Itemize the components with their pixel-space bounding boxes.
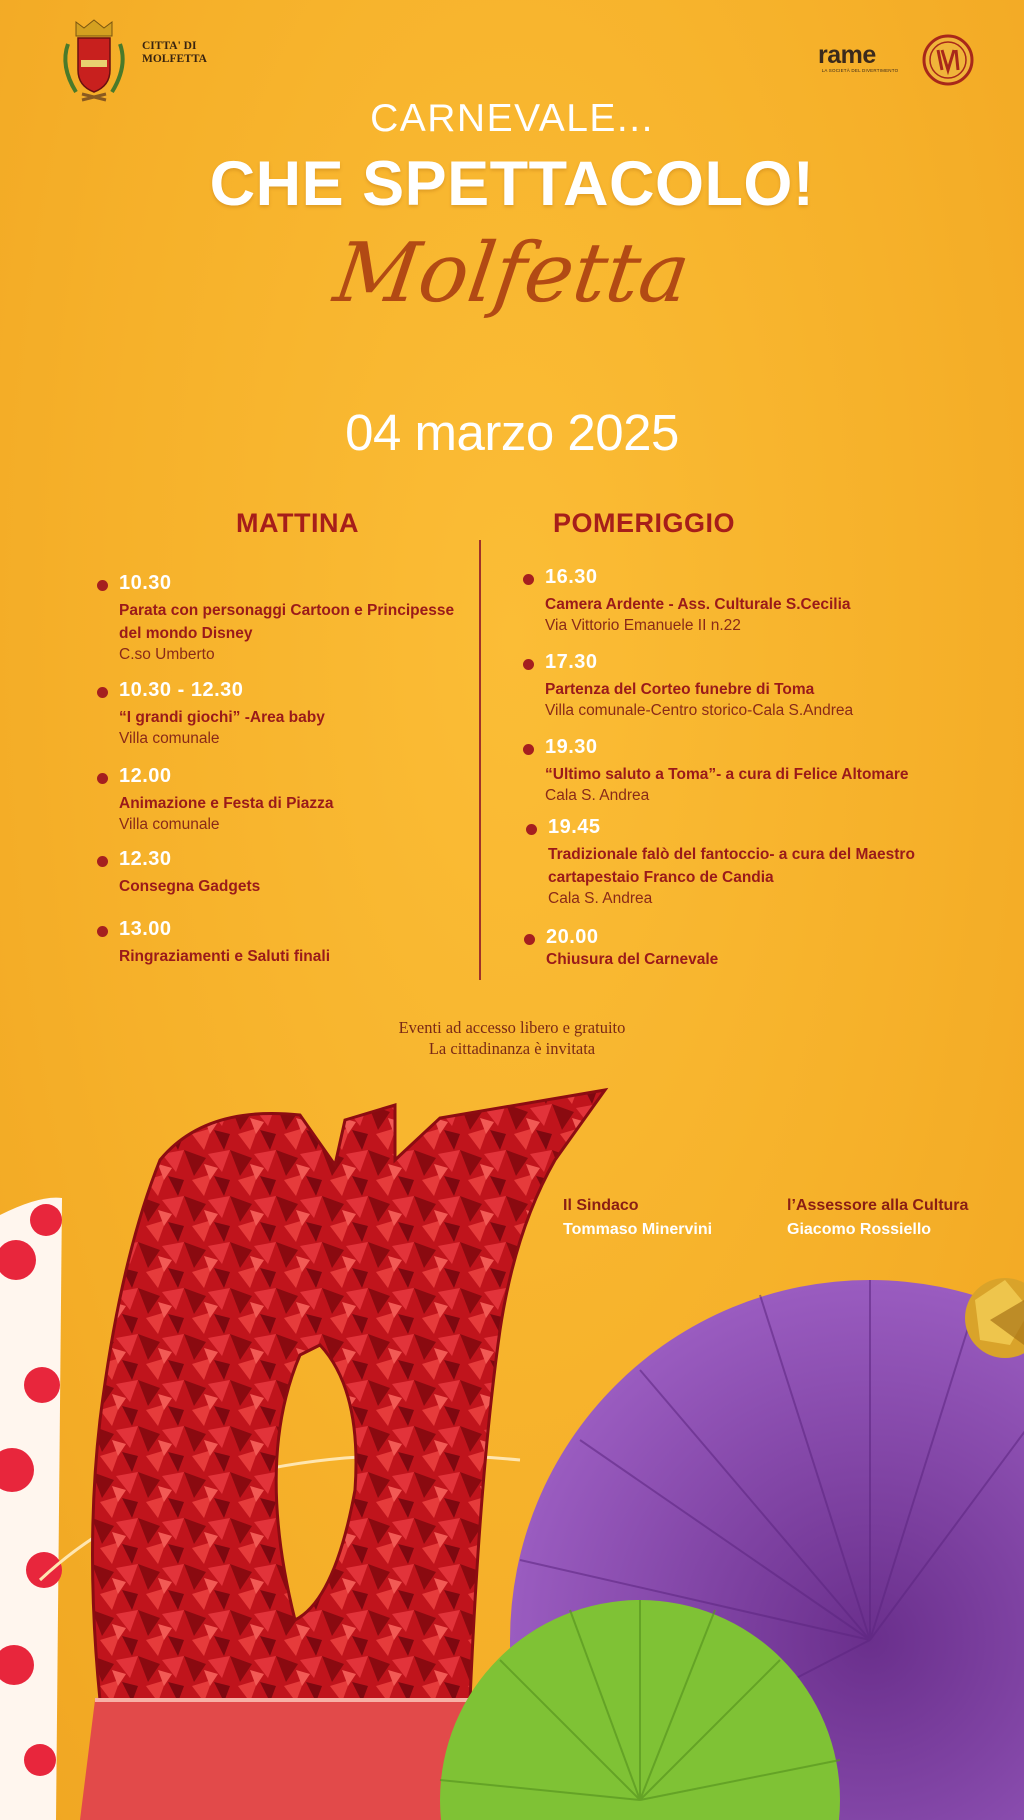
event-item xyxy=(119,765,459,835)
event-time: 16.30 xyxy=(545,566,598,588)
event-title: Animazione e Festa di Piazza xyxy=(119,795,334,812)
event-location: Villa comunale-Centro storico-Cala S.Andrea xyxy=(545,702,854,719)
event-title: Camera Ardente - Ass. Culturale S.Cecilia xyxy=(545,596,851,613)
event-title: Ringraziamenti e Saluti finali xyxy=(119,948,331,965)
title-molfetta-script: Molfetta xyxy=(328,226,696,321)
event-time: 19.30 xyxy=(545,736,598,758)
bullet-dot xyxy=(526,824,537,835)
event-location: Cala S. Andrea xyxy=(545,787,650,804)
event-location: Cala S. Andrea xyxy=(548,890,653,907)
partner-seal-icon xyxy=(922,34,974,86)
bullet-dot xyxy=(97,773,108,784)
heading-pomeriggio: POMERIGGIO xyxy=(553,508,736,538)
bullet-dot xyxy=(523,574,534,585)
bullet-dot xyxy=(97,856,108,867)
event-item xyxy=(545,736,1005,806)
signature-name: Giacomo Rossiello xyxy=(787,1221,932,1238)
event-time: 12.30 xyxy=(119,848,172,870)
signature-councillor xyxy=(787,1197,968,1239)
event-location: Villa comunale xyxy=(119,816,220,833)
event-item xyxy=(119,679,459,749)
event-title: Partenza del Corteo funebre di Toma xyxy=(545,681,815,698)
column-divider xyxy=(479,540,481,980)
event-title: Chiusura del Carnevale xyxy=(546,951,719,968)
event-date: 04 marzo 2025 xyxy=(345,404,679,461)
event-time: 10.30 - 12.30 xyxy=(119,679,244,701)
event-time: 10.30 xyxy=(119,572,172,594)
city-name-line2: MOLFETTA xyxy=(142,53,207,65)
event-location: Villa comunale xyxy=(119,730,220,747)
city-name-line1: CITTA' DI xyxy=(142,40,197,52)
signature-mayor xyxy=(563,1197,712,1239)
event-title: Parata con personaggi Cartoon e Principesse del mondo Disney xyxy=(119,602,455,642)
title-che-spettacolo: CHE SPETTACOLO! xyxy=(209,149,815,219)
bullet-dot xyxy=(523,659,534,670)
polka-dot-horn xyxy=(0,1198,62,1820)
event-time: 20.00 xyxy=(546,926,599,948)
event-title: Consegna Gadgets xyxy=(119,878,261,895)
event-time: 17.30 xyxy=(545,651,598,673)
event-item xyxy=(545,566,1005,636)
event-item xyxy=(548,816,1008,909)
event-item xyxy=(119,572,459,665)
rame-logo-tagline: LA SOCIETÀ DEL DIVERTIMENTO xyxy=(821,68,899,73)
bullet-dot xyxy=(97,580,108,591)
access-notice-line1: Eventi ad accesso libero e gratuito xyxy=(398,1018,626,1037)
signature-name: Tommaso Minervini xyxy=(563,1221,713,1238)
event-item xyxy=(546,926,1006,971)
city-crest-icon xyxy=(54,14,134,106)
city-name xyxy=(142,40,252,66)
event-title: Tradizionale falò del fantoccio- a cura del Maestro cartapestaio Franco de Candia xyxy=(548,846,915,886)
event-item xyxy=(119,848,459,898)
access-notice-line2: La cittadinanza è invitata xyxy=(428,1039,596,1058)
event-item xyxy=(119,918,459,968)
signature-role: l’Assessore alla Cultura xyxy=(787,1197,969,1214)
event-location: Via Vittorio Emanuele II n.22 xyxy=(545,617,741,634)
heading-mattina: MATTINA xyxy=(236,508,359,538)
event-time: 19.45 xyxy=(548,816,601,838)
rame-logo-word: rame xyxy=(818,41,876,69)
event-item xyxy=(545,651,1005,721)
bullet-dot xyxy=(97,926,108,937)
bullet-dot xyxy=(523,744,534,755)
event-title: “I grandi giochi” -Area baby xyxy=(119,709,325,726)
event-time: 13.00 xyxy=(119,918,172,940)
event-title: “Ultimo saluto a Toma”- a cura di Felice Altomare xyxy=(545,766,909,783)
bullet-dot xyxy=(524,934,535,945)
access-notice xyxy=(0,1017,1024,1059)
event-time: 12.00 xyxy=(119,765,172,787)
title-carnevale: CARNEVALE... xyxy=(370,97,654,140)
rame-logo xyxy=(818,42,902,80)
bullet-dot xyxy=(97,687,108,698)
event-location: C.so Umberto xyxy=(119,646,215,663)
signature-role: Il Sindaco xyxy=(563,1197,639,1214)
